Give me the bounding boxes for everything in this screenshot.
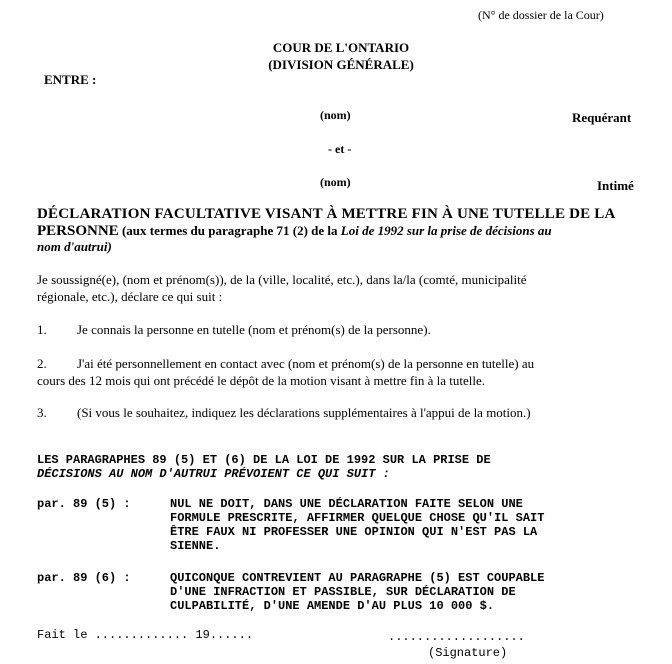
applicant-name-placeholder: (nom) xyxy=(320,108,351,122)
item-number: 3. xyxy=(37,405,47,420)
date-made-line: Fait le ............. 19...... xyxy=(37,628,254,642)
signature-label: (Signature) xyxy=(428,646,508,660)
respondent-name-placeholder: (nom) xyxy=(320,175,351,189)
section-text-line: ÊTRE FAUX NI PROFESSER UNE OPINION QUI N'EST PAS LA xyxy=(170,525,538,539)
statute-notice-line-2: DÉCISIONS AU NOM D'AUTRUI PRÉVOIENT CE QUI SUIT : xyxy=(37,467,390,481)
respondent-label: Intimé xyxy=(597,178,634,193)
section-text-line: QUICONQUE CONTREVIENT AU PARAGRAPHE (5) EST COUPABLE xyxy=(170,571,545,585)
section-reference: par. 89 (5) : xyxy=(37,497,131,511)
declaration-subtitle-statute: Loi de 1992 sur la prise de décisions au xyxy=(340,223,552,238)
item-text: (Si vous le souhaitez, indiquez les déclarations supplémentaires à l'appui de la motion.) xyxy=(77,405,531,420)
applicant-label: Requérant xyxy=(572,110,632,125)
court-name: COUR DE L'ONTARIO xyxy=(272,40,410,55)
section-reference: par. 89 (6) : xyxy=(37,571,131,585)
and-separator: - et - xyxy=(328,142,352,156)
declaration-subtitle-reference: (aux termes du paragraphe 71 (2) de la xyxy=(121,223,338,238)
section-text-line: NUL NE DOIT, DANS UNE DÉCLARATION FAITE SELON UNE xyxy=(170,497,523,511)
section-text-line: CULPABILITÉ, D'UNE AMENDE D'AU PLUS 10 000 $. xyxy=(170,599,495,613)
declaration-subtitle-person: PERSONNE xyxy=(37,223,119,239)
item-number: 2. xyxy=(37,356,47,371)
intro-line-2: régionale, etc.), déclare ce qui suit : xyxy=(37,289,223,304)
signature-line: ................... xyxy=(388,630,525,644)
item-text: Je connais la personne en tutelle (nom et prénom(s) de la personne). xyxy=(77,322,431,337)
declaration-subtitle-statute-end: nom d'autrui) xyxy=(37,239,112,254)
item-number: 1. xyxy=(37,322,47,337)
section-text-line: FORMULE PRESCRITE, AFFIRMER QUELQUE CHOSE QU'IL SAIT xyxy=(170,511,545,525)
item-text-continued: cours des 12 mois qui ont précédé le dépôt de la motion visant à mettre fin à la tutelle. xyxy=(37,373,486,388)
intro-line-1: Je soussigné(e), (nom et prénom(s)), de la (ville, localité, etc.), dans la/la (comté, municipalité xyxy=(37,272,527,287)
declaration-subtitle xyxy=(37,223,552,240)
section-text-line: D'UNE INFRACTION ET PASSIBLE, SUR DÉCLARATION DE xyxy=(170,585,516,599)
section-text-line: SIENNE. xyxy=(170,539,221,553)
court-file-number-label: (N° de dossier de la Cour) xyxy=(478,8,604,22)
statute-notice-line-1: LES PARAGRAPHES 89 (5) ET (6) DE LA LOI DE 1992 SUR LA PRISE DE xyxy=(37,453,491,467)
court-division: (DIVISION GÉNÉRALE) xyxy=(268,57,414,72)
between-label: ENTRE : xyxy=(44,72,97,87)
item-text: J'ai été personnellement en contact avec (nom et prénom(s) de la personne en tutelle) au xyxy=(77,356,535,371)
declaration-title: DÉCLARATION FACULTATIVE VISANT À METTRE FIN À UNE TUTELLE DE LA xyxy=(37,206,616,222)
